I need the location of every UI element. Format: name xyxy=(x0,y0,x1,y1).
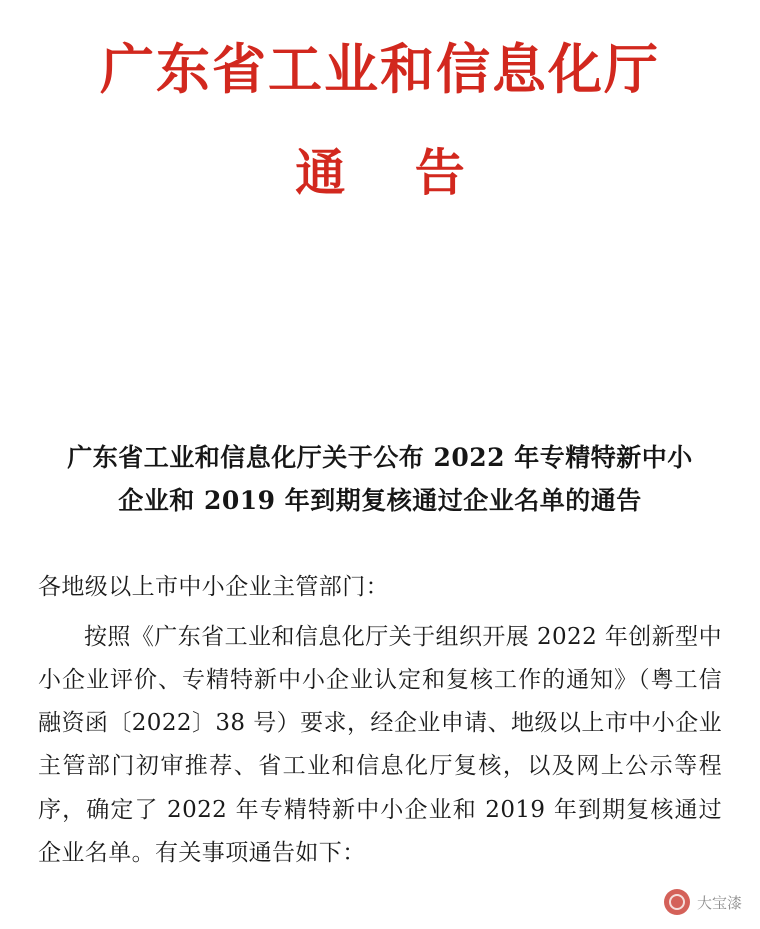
masthead xyxy=(0,0,760,203)
document-type-label: 通 告 xyxy=(295,143,491,203)
document-body xyxy=(38,566,722,875)
body-paragraph: 按照《广东省工业和信息化厅关于组织开展 2022 年创新型中小企业评价、专精特新中小企业认定和复核工作的通知》（粤工信融资函〔2022〕38 号）要求，经企业申请、地级以上市中小企业主管部门初审推荐、省工业和信息化厅复核，以及网上公示等程序，确定了 2022 年专精特新中小企业和 2019 年到期复核通过企业名单。有关事项通告如下： xyxy=(38,623,722,866)
issuing-agency-title: 广东省工业和信息化厅 xyxy=(100,37,660,101)
watermark-account-name: 大宝漆 xyxy=(696,893,742,912)
salutation-line: 各地级以上市中小企业主管部门： xyxy=(38,574,389,601)
watermark-account-badge xyxy=(664,889,742,915)
user-avatar-icon xyxy=(664,889,690,915)
page-title: 广东省工业和信息化厅关于公布 2022 年专精特新中小企业和 2019 年到期复核通过企业名单的通告 xyxy=(67,443,693,516)
